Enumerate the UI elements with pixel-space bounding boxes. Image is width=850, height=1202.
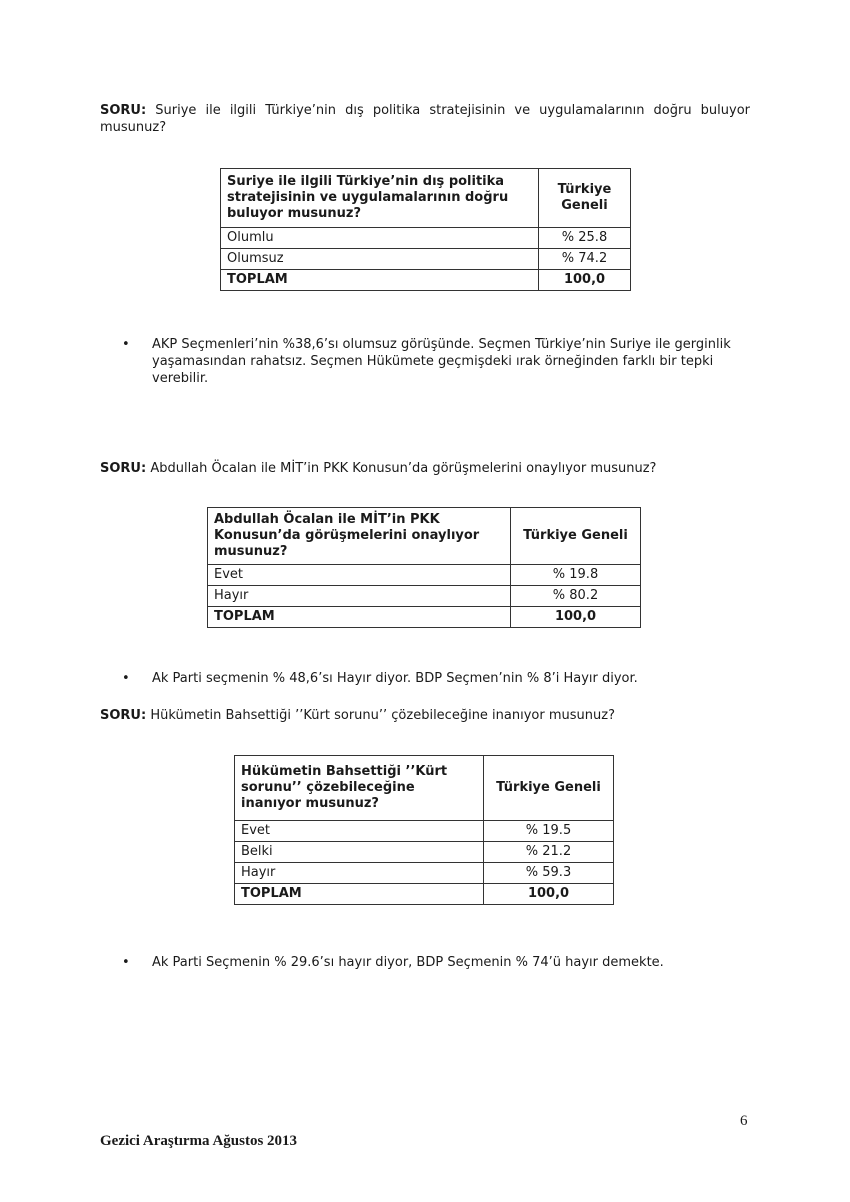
total-label: TOPLAM	[221, 270, 539, 291]
row-label: Evet	[208, 565, 511, 586]
bullet-icon: •	[122, 671, 130, 686]
row-label: Belki	[235, 842, 484, 863]
survey-table-3	[234, 755, 614, 905]
question-label: SORU:	[100, 103, 147, 118]
question-text: Hükümetin Bahsettiği ’’Kürt sorunu’’ çözebileceğine inanıyor musunuz?	[146, 708, 615, 723]
question-label: SORU:	[100, 461, 147, 476]
bullet-note-2	[122, 670, 752, 687]
row-value: % 19.5	[484, 821, 614, 842]
question-3	[100, 707, 750, 724]
question-label: SORU:	[100, 708, 147, 723]
row-label: Hayır	[235, 863, 484, 884]
table-total-row	[235, 884, 614, 905]
row-label: Olumsuz	[221, 249, 539, 270]
row-label: Hayır	[208, 586, 511, 607]
row-label: Evet	[235, 821, 484, 842]
row-value: % 74.2	[539, 249, 631, 270]
table-row	[235, 821, 614, 842]
row-value: % 25.8	[539, 228, 631, 249]
table-total-row	[208, 607, 641, 628]
note-text: Ak Parti Seçmenin % 29.6’sı hayır diyor, BDP Seçmenin % 74’ü hayır demekte.	[152, 955, 664, 970]
question-text: Abdullah Öcalan ile MİT’in PKK Konusun’da görüşmelerini onaylıyor musunuz?	[146, 461, 657, 476]
note-text: AKP Seçmenleri’nin %38,6’sı olumsuz görüşünde. Seçmen Türkiye’nin Suriye ile gerginlik yaşamasından rahatsız. Seçmen Hükümete geçmişdeki ırak örneğinden farklı bir tepki verebilir.	[152, 337, 731, 386]
table-row	[208, 586, 641, 607]
question-2	[100, 460, 750, 477]
bullet-note-1	[122, 336, 752, 387]
table-header-row	[235, 756, 614, 821]
bullet-note-3	[122, 954, 752, 971]
table-header-question: Hükümetin Bahsettiği ’’Kürt sorunu’’ çözebileceğine inanıyor musunuz?	[235, 756, 484, 821]
table-header-column: Türkiye Geneli	[539, 169, 631, 228]
row-value: % 80.2	[511, 586, 641, 607]
table-row	[221, 228, 631, 249]
survey-table-1	[220, 168, 631, 291]
table-row	[208, 565, 641, 586]
question-1	[100, 102, 750, 136]
row-value: % 21.2	[484, 842, 614, 863]
table-header-column: Türkiye Geneli	[511, 508, 641, 565]
total-label: TOPLAM	[235, 884, 484, 905]
row-label: Olumlu	[221, 228, 539, 249]
table-row	[221, 249, 631, 270]
table-header-row	[208, 508, 641, 565]
table-header-column: Türkiye Geneli	[484, 756, 614, 821]
table-row	[235, 863, 614, 884]
total-value: 100,0	[539, 270, 631, 291]
row-value: % 59.3	[484, 863, 614, 884]
bullet-icon: •	[122, 955, 130, 970]
table-total-row	[221, 270, 631, 291]
question-text: Suriye ile ilgili Türkiye’nin dış politika stratejisinin ve uygulamalarının doğru buluyor musunuz?	[100, 103, 750, 135]
total-label: TOPLAM	[208, 607, 511, 628]
table-header-question: Suriye ile ilgili Türkiye’nin dış politika stratejisinin ve uygulamalarının doğru buluyor musunuz?	[221, 169, 539, 228]
total-value: 100,0	[511, 607, 641, 628]
total-value: 100,0	[484, 884, 614, 905]
page-number: 6	[740, 1113, 748, 1129]
bullet-icon: •	[122, 337, 130, 352]
survey-table-2	[207, 507, 641, 628]
row-value: % 19.8	[511, 565, 641, 586]
table-header-row	[221, 169, 631, 228]
table-row	[235, 842, 614, 863]
table-header-question: Abdullah Öcalan ile MİT’in PKK Konusun’da görüşmelerini onaylıyor musunuz?	[208, 508, 511, 565]
note-text: Ak Parti seçmenin % 48,6’sı Hayır diyor. BDP Seçmen’nin % 8’i Hayır diyor.	[152, 671, 638, 686]
footer-text: Gezici Araştırma Ağustos 2013	[100, 1133, 298, 1149]
